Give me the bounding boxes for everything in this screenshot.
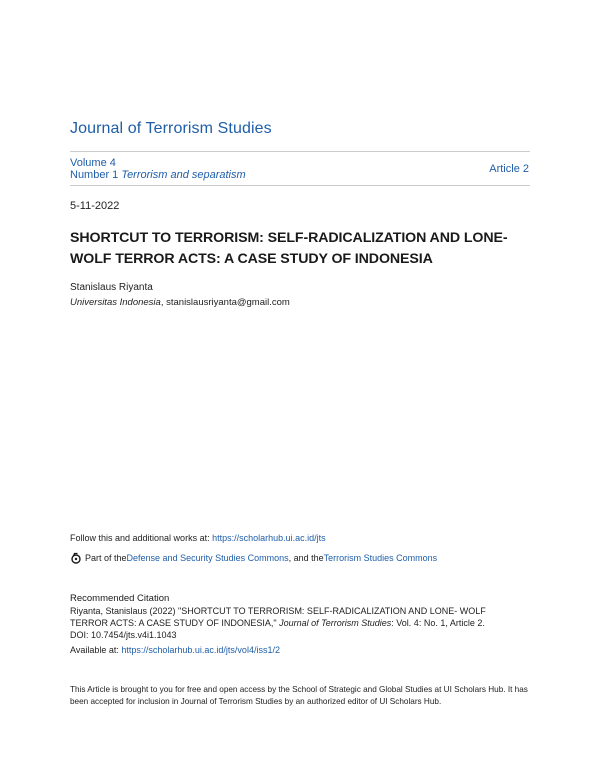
journal-title-link[interactable]: Journal of Terrorism Studies — [70, 120, 272, 137]
article-number-link[interactable]: Article 2 — [489, 163, 529, 175]
volume-link[interactable]: Volume 4 — [70, 157, 116, 169]
citation-journal: Journal of Terrorism Studies — [279, 618, 392, 628]
topic-link[interactable]: Terrorism and separatism — [121, 169, 246, 181]
follow-prefix: Follow this and additional works at: — [70, 533, 213, 543]
available-line — [70, 645, 280, 655]
citation-text — [70, 605, 520, 641]
citation-main: Riyanta, Stanislaus (2022) "SHORTCUT TO TERRORISM: SELF-RADICALIZATION AND LONE- WOLF TERROR ACTS: A CASE STUDY OF INDONESIA," — [70, 606, 486, 628]
institution: Universitas Indonesia — [70, 297, 161, 308]
author-email: stanislausriyanta@gmail.com — [166, 297, 290, 308]
citation-doi: DOI: 10.7454/jts.v4i1.1043 — [70, 630, 177, 640]
bottom-divider — [70, 185, 530, 186]
author-name: Stanislaus Riyanta — [70, 282, 153, 293]
article-title: SHORTCUT TO TERRORISM: SELF-RADICALIZATION AND LONE-WOLF TERROR ACTS: A CASE STUDY OF INDONESIA — [70, 230, 508, 267]
issue-line — [70, 169, 246, 181]
number-link[interactable]: Number 1 — [70, 169, 119, 181]
follow-line — [70, 533, 326, 543]
available-prefix: Available at: — [70, 645, 122, 655]
top-divider — [70, 151, 530, 152]
footer-notice: This Article is brought to you for free and open access by the School of Strategic and Global Studies at UI Scholars Hub. It has been accepted for inclusion in Journal of Terrorism Studies by an authorized editor of UI Scholars Hub. — [70, 685, 528, 706]
collection-link[interactable]: https://scholarhub.ui.ac.id/jts — [212, 533, 326, 543]
terrorism-commons-link[interactable]: Terrorism Studies Commons — [323, 553, 438, 563]
publication-date: 5-11-2022 — [70, 200, 120, 212]
part-of-line — [70, 552, 437, 564]
available-link[interactable]: https://scholarhub.ui.ac.id/jts/vol4/iss1/2 — [121, 645, 280, 655]
part-prefix: Part of the — [85, 553, 127, 563]
open-access-icon — [70, 552, 82, 564]
citation-heading: Recommended Citation — [70, 593, 170, 604]
author-affiliation: Universitas Indonesia, stanislausriyanta@gmail.com — [70, 297, 290, 308]
volume-block — [70, 157, 246, 181]
citation-tail: : Vol. 4: No. 1, Article 2. — [391, 618, 485, 628]
defense-commons-link[interactable]: Defense and Security Studies Commons — [126, 553, 289, 563]
part-middle: , and the — [288, 553, 324, 563]
